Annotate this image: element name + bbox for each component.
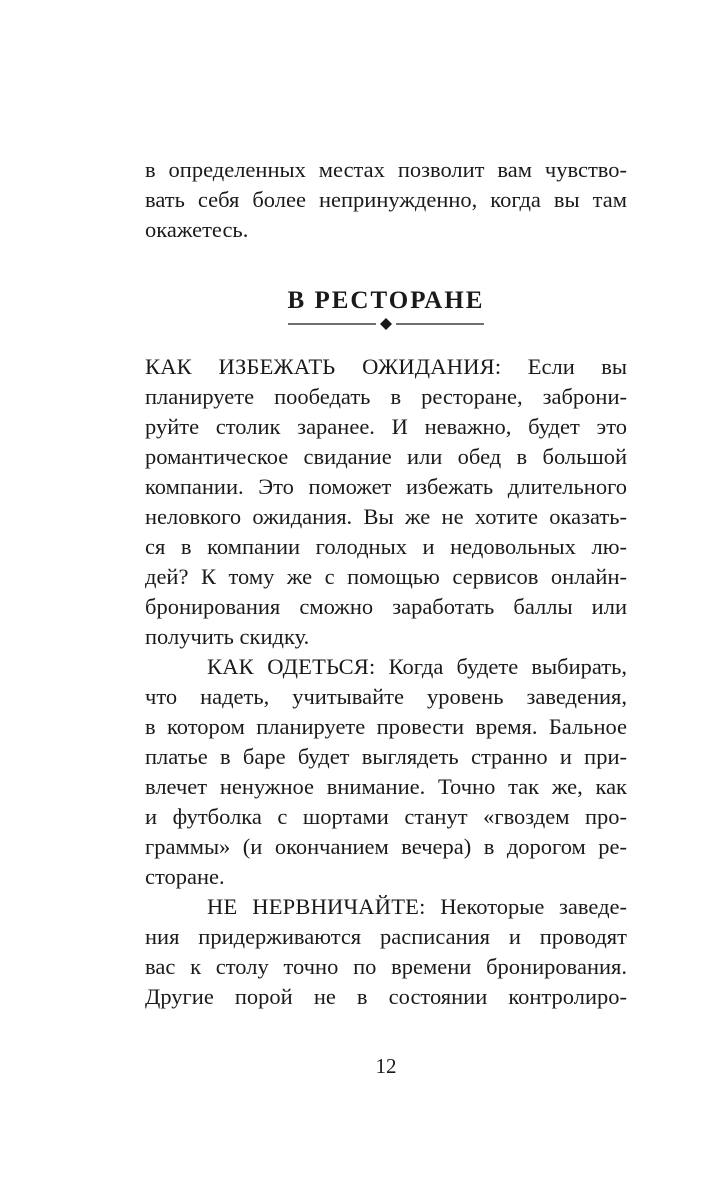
para2-line-5: влечет ненужное внимание. Точно так же, как — [145, 774, 627, 799]
para2-line-3: в котором планируете провести время. Бальное — [145, 714, 627, 739]
para1-line-5: компании. Это поможет избежать длительного — [145, 474, 627, 499]
para3-line-3: вас к столу точно по времени бронирования. — [145, 954, 627, 979]
para3-line-1 — [145, 892, 627, 922]
page-number: 12 — [375, 1054, 397, 1078]
para3-line-4: Другие порой не в состоянии контролиро- — [145, 984, 627, 1009]
para1-line-6: неловкого ожидания. Вы же не хотите оказать- — [145, 504, 627, 529]
para2-line-2: что надеть, учитывайте уровень заведения, — [145, 684, 627, 709]
para3-first-rest: Некоторые заведе- — [425, 894, 627, 919]
para1-line-1 — [145, 352, 627, 382]
para2-first-rest: Когда будете выбирать, — [375, 654, 627, 679]
para2-line-7: граммы» (и окончанием вечера) в дорогом ре- — [145, 834, 627, 859]
para2-line-4: платье в баре будет выглядеть странно и при- — [145, 744, 627, 769]
para3-lead: НЕ НЕРВНИЧАЙТЕ: — [207, 894, 426, 919]
para1-line-9: бронирования сможно заработать баллы или — [145, 594, 627, 619]
intro-line-2: вать себя более непринужденно, когда вы там — [145, 187, 627, 212]
para1-first-rest: Если вы — [501, 354, 627, 379]
para1-line-10: получить скидку. — [145, 624, 310, 649]
para2-lead: КАК ОДЕТЬСЯ: — [207, 654, 376, 679]
intro-line-3: окажетесь. — [145, 217, 249, 242]
para1-line-4: романтическое свидание или обед в большой — [145, 444, 627, 469]
para2-line-1 — [145, 652, 627, 682]
para2-line-8: сторане. — [145, 864, 225, 889]
para1-lead: КАК ИЗБЕЖАТЬ ОЖИДАНИЯ: — [145, 354, 502, 379]
para3-line-2: ния придерживаются расписания и проводят — [145, 924, 627, 949]
para1-line-2: планируете пообедать в ресторане, заброни- — [145, 384, 627, 409]
para1-line-7: ся в компании голодных и недовольных лю- — [145, 534, 627, 559]
para1-line-3: руйте столик заранее. И неважно, будет это — [145, 414, 627, 439]
section-title: В РЕСТОРАНЕ — [287, 287, 485, 314]
para2-line-6: и футболка с шортами станут «гвоздем про- — [145, 804, 627, 829]
book-page — [145, 0, 627, 1182]
intro-line-1: в определенных местах позволит вам чувство- — [145, 157, 627, 182]
ornament-divider-icon — [288, 316, 484, 332]
para1-line-8: дей? К тому же с помощью сервисов онлайн- — [145, 564, 627, 589]
